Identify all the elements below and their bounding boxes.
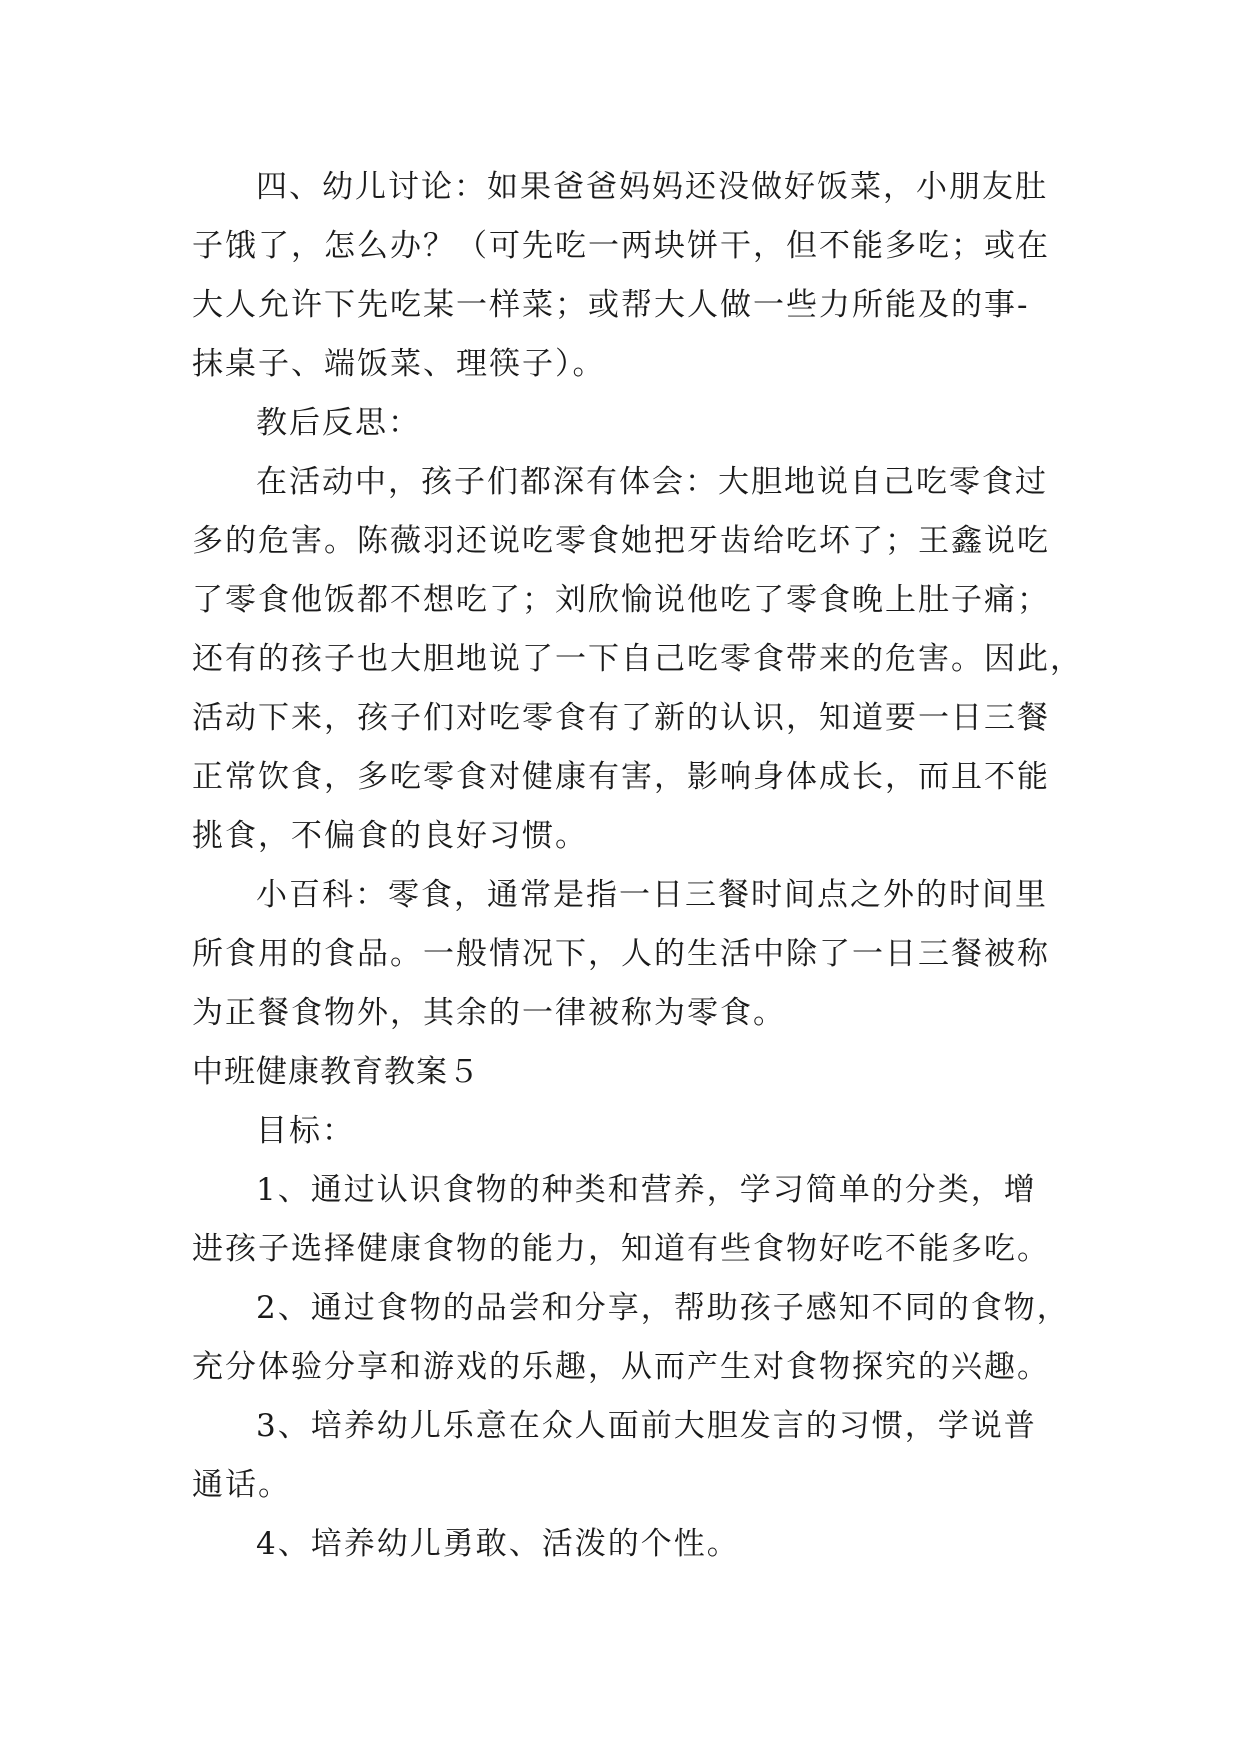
paragraph-line: 为正餐食物外，其余的一律被称为零食。 (192, 995, 786, 1031)
paragraph-line: 四、幼儿讨论：如果爸爸妈妈还没做好饭菜，小朋友肚 (256, 169, 1048, 205)
paragraph-line: 子饿了，怎么办？（可先吃一两块饼干，但不能多吃；或在 (192, 228, 1050, 264)
list-item-line: 4、培养幼儿勇敢、活泼的个性。 (256, 1526, 740, 1562)
paragraph-line: 大人允许下先吃某一样菜；或帮大人做一些力所能及的事- (192, 287, 1030, 323)
document-body (192, 158, 1083, 1574)
paragraph-line: 多的危害。陈薇羽还说吃零食她把牙齿给吃坏了；王鑫说吃 (192, 523, 1050, 559)
paragraph-line: 还有的孩子也大胆地说了一下自己吃零食带来的危害。因此， (192, 641, 1083, 677)
section-heading: 中班健康教育教案５ (192, 1054, 480, 1090)
paragraph-line: 活动下来，孩子们对吃零食有了新的认识，知道要一日三餐 (192, 700, 1050, 736)
paragraph-line: 在活动中，孩子们都深有体会：大胆地说自己吃零食过 (256, 464, 1048, 500)
list-item-line: 进孩子选择健康食物的能力，知道有些食物好吃不能多吃。 (192, 1231, 1050, 1267)
section-label: 教后反思： (256, 405, 421, 441)
list-item-line: 2、通过食物的品尝和分享，帮助孩子感知不同的食物， (256, 1290, 1070, 1326)
paragraph-line: 正常饮食，多吃零食对健康有害，影响身体成长，而且不能 (192, 759, 1050, 795)
list-item-line: 1、通过认识食物的种类和营养，学习简单的分类，增 (256, 1172, 1037, 1208)
list-item-line: 通话。 (192, 1467, 291, 1503)
paragraph-line: 所食用的食品。一般情况下，人的生活中除了一日三餐被称 (192, 936, 1050, 972)
list-item-line: 3、培养幼儿乐意在众人面前大胆发言的习惯，学说普 (256, 1408, 1037, 1444)
paragraph-line: 小百科：零食，通常是指一日三餐时间点之外的时间里 (256, 877, 1048, 913)
section-label: 目标： (256, 1113, 355, 1149)
paragraph-line: 了零食他饭都不想吃了；刘欣愉说他吃了零食晚上肚子痛； (192, 582, 1050, 618)
paragraph-line: 挑食，不偏食的良好习惯。 (192, 818, 588, 854)
paragraph-line: 抹桌子、端饭菜、理筷子）。 (192, 346, 606, 382)
list-item-line: 充分体验分享和游戏的乐趣，从而产生对食物探究的兴趣。 (192, 1349, 1050, 1385)
